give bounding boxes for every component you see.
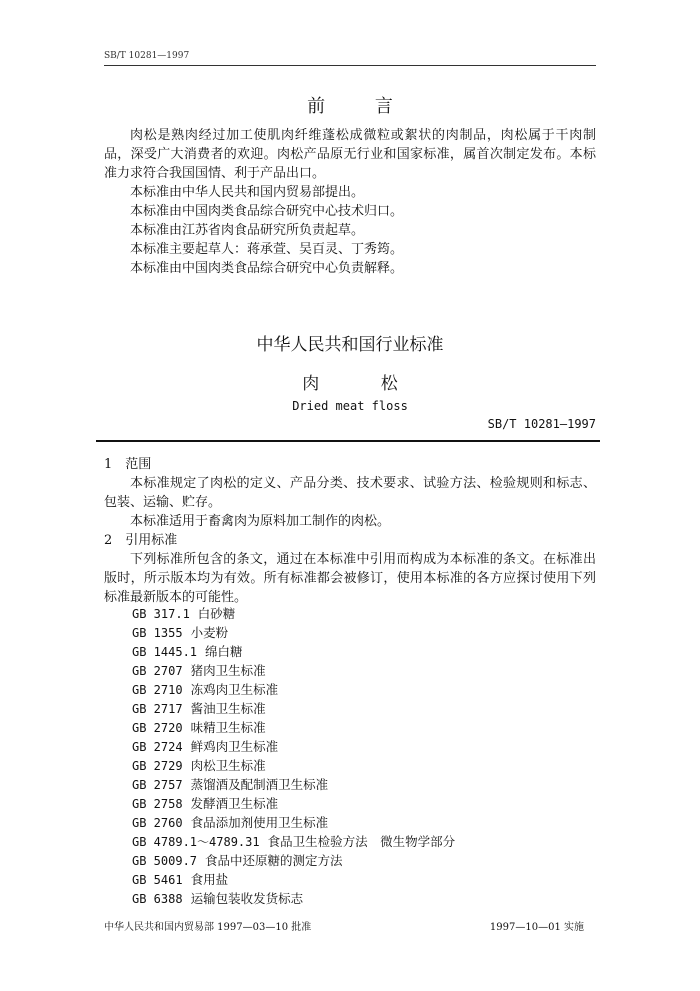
reference-code: GB 2724	[132, 740, 183, 754]
foreword-line: 本标准由中国肉类食品综合研究中心负责解释。	[130, 261, 404, 276]
footer-implementation: 1997—10—01 实施	[489, 922, 584, 933]
section-1-paragraph: 本标准适用于畜禽肉为原料加工制作的肉松。	[130, 514, 391, 529]
reference-name: 白砂糖	[197, 606, 236, 621]
foreword-title: 前 言	[307, 96, 415, 117]
section-1-paragraph: 本标准规定了肉松的定义、产品分类、技术要求、试验方法、检验规则和标志、包装、运输、贮存。	[104, 476, 596, 510]
reference-code: GB 2710	[132, 683, 183, 697]
reference-item	[132, 604, 235, 624]
reference-name: 运输包装收发货标志	[190, 891, 304, 906]
reference-name: 酱油卫生标准	[190, 701, 266, 716]
reference-name: 冻鸡肉卫生标准	[190, 682, 279, 697]
section-1-heading: 1 范围	[104, 457, 152, 472]
section-2-heading: 2 引用标准	[104, 533, 178, 548]
reference-code: GB 5009.7	[132, 854, 198, 868]
reference-item	[132, 756, 266, 776]
reference-code: GB 317.1	[132, 607, 190, 621]
reference-code: GB 2758	[132, 797, 183, 811]
reference-item	[132, 851, 343, 871]
reference-code: GB 2717	[132, 702, 183, 716]
reference-name: 蒸馏酒及配制酒卫生标准	[190, 777, 329, 792]
footer-approval: 中华人民共和国内贸易部 1997—03—10 批准	[104, 922, 312, 933]
reference-name: 食品添加剂使用卫生标准	[190, 815, 329, 830]
reference-code: GB 1355	[132, 626, 183, 640]
reference-item	[132, 775, 328, 795]
reference-name: 猪肉卫生标准	[190, 663, 266, 678]
reference-name: 食用盐	[190, 872, 229, 887]
reference-code: GB 2707	[132, 664, 183, 678]
title-rule	[96, 440, 600, 442]
reference-item	[132, 699, 266, 719]
header-standard-code: SB/T 10281—1997	[104, 51, 190, 61]
reference-name: 食品中还原糖的测定方法	[205, 853, 343, 868]
reference-item	[132, 642, 243, 662]
reference-name: 小麦粉	[190, 625, 229, 640]
section-2-paragraph: 下列标准所包含的条文，通过在本标准中引用而构成为本标准的条文。在标准出版时，所示版本均为有效。所有标准都会被修订，使用本标准的各方应探讨使用下列标准最新版本的可能性。	[104, 552, 596, 605]
reference-code: GB 5461	[132, 873, 183, 887]
reference-name: 发酵酒卫生标准	[190, 796, 279, 811]
reference-code: GB 1445.1	[132, 645, 198, 659]
reference-item	[132, 870, 228, 890]
reference-item	[132, 680, 278, 700]
reference-code: GB 2729	[132, 759, 183, 773]
reference-name: 绵白糖	[205, 644, 243, 659]
reference-name: 肉松卫生标准	[190, 758, 266, 773]
header-rule	[104, 65, 596, 66]
reference-item	[132, 623, 228, 643]
reference-item	[132, 794, 278, 814]
reference-code: GB 2757	[132, 778, 183, 792]
reference-name: 鲜鸡肉卫生标准	[190, 739, 279, 754]
foreword-line: 本标准由江苏省肉食品研究所负责起草。	[130, 223, 365, 238]
reference-name: 味精卫生标准	[190, 720, 266, 735]
standard-english-title: Dried meat floss	[292, 399, 408, 413]
foreword-line: 本标准主要起草人：蒋承萱、吴百灵、丁秀筠。	[130, 242, 404, 257]
reference-code: GB 2720	[132, 721, 183, 735]
reference-item	[132, 661, 266, 681]
standard-title: 肉 松	[302, 374, 426, 394]
foreword-paragraph: 肉松是熟肉经过加工使肌肉纤维蓬松成微粒或絮状的肉制品，肉松属于干肉制品，深受广大消费者的欢迎。肉松产品原无行业和国家标准，属首次制定发布。本标准力求符合我国国情、利于产品出口。	[104, 128, 596, 181]
reference-name: 食品卫生检验方法 微生物学部分	[267, 834, 456, 849]
standard-category: 中华人民共和国行业标准	[256, 335, 444, 355]
reference-item	[132, 832, 455, 852]
reference-item	[132, 813, 328, 833]
reference-code: GB 2760	[132, 816, 183, 830]
reference-code: GB 6388	[132, 892, 183, 906]
standard-code: SB/T 10281—1997	[487, 417, 596, 431]
reference-code: GB 4789.1～4789.31	[132, 835, 260, 849]
foreword-line: 本标准由中华人民共和国内贸易部提出。	[130, 185, 365, 200]
reference-item	[132, 737, 278, 757]
reference-item	[132, 718, 266, 738]
foreword-line: 本标准由中国肉类食品综合研究中心技术归口。	[130, 204, 404, 219]
reference-item	[132, 889, 303, 909]
